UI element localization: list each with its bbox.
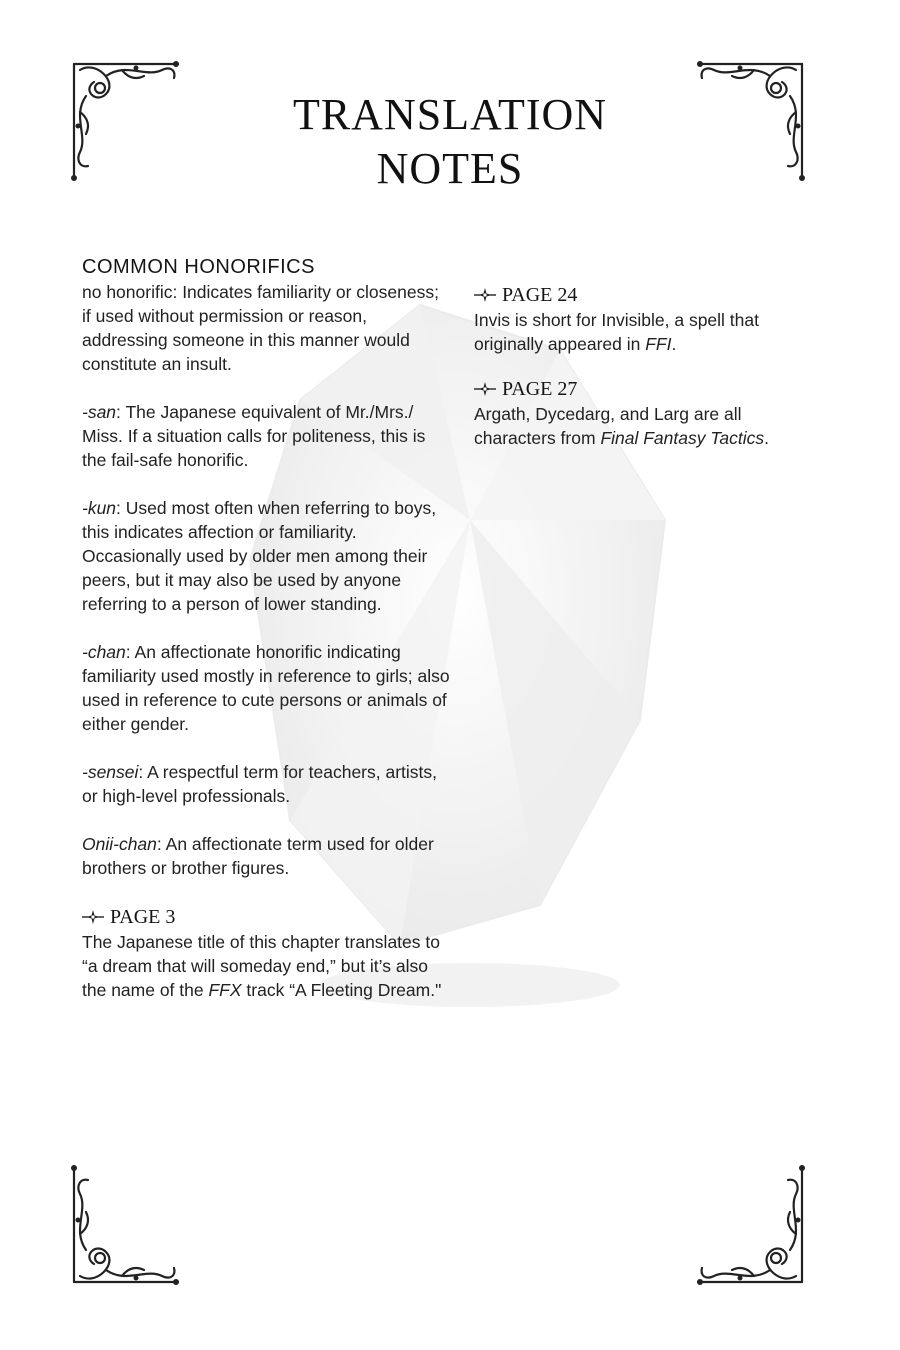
note-text: The Japanese title of this chapter translates to “a dream that will someday end,” but it’s also the name of the	[82, 932, 440, 1000]
note-text: .	[671, 334, 677, 354]
honorific-text: : Used most often when referring to boys, this indicates affection or familiarity. Occasionally used by older men among their peers, but it may also be used by anyone referring to a person of lower standing.	[82, 498, 437, 614]
right-column	[474, 282, 814, 470]
compass-star-icon	[474, 288, 496, 302]
honorific-text: : An affectionate term used for older brothers or brother figures.	[82, 834, 434, 878]
note-page-3	[82, 904, 452, 1002]
honorific-term: -sensei	[82, 762, 139, 782]
title-line-2: NOTES	[376, 144, 524, 193]
compass-star-icon	[82, 910, 104, 924]
note-title-italic: Final Fantasy Tactics	[600, 428, 765, 448]
honorifics-heading: COMMON HONORIFICS	[82, 256, 315, 278]
honorific-entry-chan	[82, 640, 452, 736]
ornament-corner-top-right	[690, 56, 810, 186]
honorific-entry-none	[82, 280, 452, 376]
honorific-text: : An affectionate honorific indicating familiarity used mostly in reference to girls; also used in reference to cute persons or animals of either gender.	[82, 642, 450, 734]
honorific-term: -san	[82, 402, 117, 422]
note-title-italic: FFX	[208, 980, 242, 1000]
compass-star-icon	[474, 382, 496, 396]
note-heading: PAGE 27	[502, 378, 578, 400]
left-column	[82, 254, 452, 1022]
honorific-text: no honorific: Indicates familiarity or closeness; if used without permission or reason, addressing someone in this manner would constitute an insult.	[82, 282, 439, 374]
honorific-entry-onii-chan	[82, 832, 452, 880]
note-text: Argath, Dycedarg, and Larg are all characters from	[474, 404, 742, 448]
note-heading: PAGE 24	[502, 284, 578, 306]
title-line-1: TRANSLATION	[292, 90, 608, 139]
honorific-term: Onii-chan	[82, 834, 157, 854]
note-page-27	[474, 376, 814, 450]
note-text: .	[764, 428, 770, 448]
honorific-term: -chan	[82, 642, 126, 662]
ornament-corner-bottom-right	[690, 1160, 810, 1290]
page-title	[200, 88, 700, 196]
honorific-entry-kun	[82, 496, 452, 616]
note-page-24	[474, 282, 814, 356]
note-text: track “A Fleeting Dream."	[241, 980, 442, 1000]
honorific-text: : The Japanese equivalent of Mr./Mrs./ Miss. If a situation calls for politeness, this is the fail-safe honorific.	[82, 402, 426, 470]
honorific-term: -kun	[82, 498, 117, 518]
note-title-italic: FFI	[645, 334, 672, 354]
ornament-corner-bottom-left	[66, 1160, 186, 1290]
note-text: Invis is short for Invisible, a spell that originally appeared in	[474, 310, 759, 354]
ornament-corner-top-left	[66, 56, 186, 186]
honorific-entry-sensei	[82, 760, 452, 808]
honorific-entry-san	[82, 400, 452, 472]
note-heading: PAGE 3	[110, 906, 176, 928]
honorific-text: : A respectful term for teachers, artists, or high-level professionals.	[82, 762, 438, 806]
